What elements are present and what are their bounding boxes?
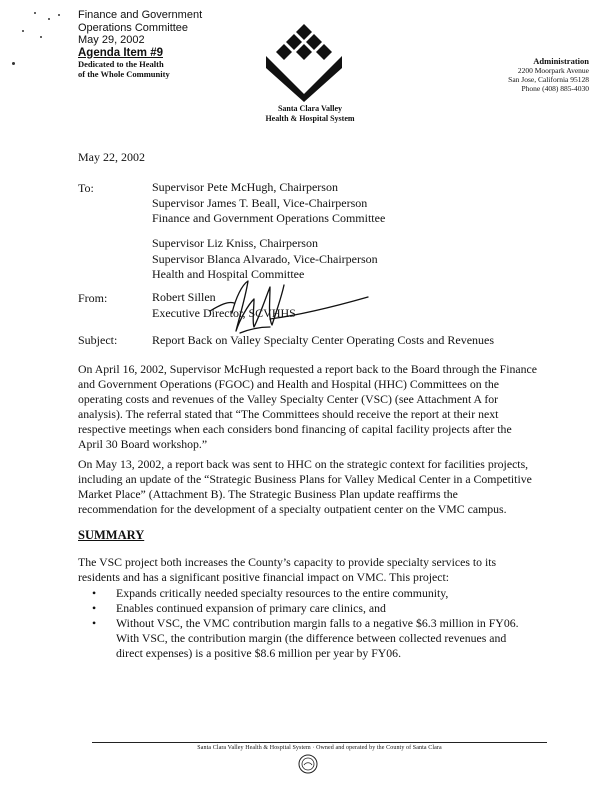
from-label: From: [78, 291, 108, 305]
paragraph-report-back [78, 457, 558, 517]
paragraph-line: residents and has a significant positive financial impact on VMC. This project: [78, 570, 450, 584]
paragraph-line: On April 16, 2002, Supervisor McHugh requested a report back to the Board through the Finance [78, 362, 537, 376]
paragraph-line: operating costs and revenues of the Valley Specialty Center (VSC) (see Attachment A for [78, 392, 499, 406]
memo-date: May 22, 2002 [78, 150, 145, 164]
scan-speck [40, 36, 42, 38]
scan-speck [12, 62, 15, 65]
recipient-line: Health and Hospital Committee [152, 267, 305, 281]
footer-rule [92, 742, 547, 743]
footer-text: Santa Clara Valley Health & Hospital System · Owned and operated by the County of Santa Clara [197, 745, 442, 751]
recipient-line: Supervisor James T. Beall, Vice-Chairperson [152, 195, 368, 210]
paragraph-line: The VSC project both increases the County’s capacity to provide specialty services to its [78, 555, 497, 569]
recipient-line: Supervisor Blanca Alvarado, Vice-Chairperson [152, 251, 378, 266]
sender-name: Robert Sillen [152, 290, 216, 304]
summary-bullet-list [92, 586, 562, 631]
agenda-item: Agenda Item #9 [78, 46, 163, 59]
paragraph-line: On May 13, 2002, a report back was sent to HHC on the strategic context for facilities projects, [78, 457, 529, 471]
paragraph-line: April 30 Board workshop.” [78, 437, 208, 451]
summary-heading: SUMMARY [78, 528, 145, 542]
sender-title: Executive Director, SCVHHS [152, 305, 296, 320]
committee-line-1: Finance and Government [78, 9, 203, 21]
admin-phone: Phone (408) 885-4030 [521, 84, 589, 93]
paragraph-line: including an update of the “Strategic Business Plans for Valley Medical Center in a Competitive [78, 472, 532, 486]
subject-text: Report Back on Valley Specialty Center Operating Costs and Revenues [152, 333, 495, 347]
org-name-line-2: Health & Hospital System [265, 113, 355, 123]
paragraph-line: direct expenses) is a positive $8.6 million per year by FY06. [116, 646, 402, 660]
to-recipients-fgoc [152, 180, 385, 227]
paragraph-referral [78, 362, 558, 452]
recipient-line: Supervisor Pete McHugh, Chairperson [152, 180, 338, 194]
paragraph-line: and Government Operations (FGOC) and Health and Hospital (HHC) Committees on the [78, 377, 500, 391]
administration-address [508, 56, 589, 93]
admin-title: Administration [533, 56, 589, 66]
bullet-item: • Without VSC, the VMC contribution margin falls to a negative $6.3 million in FY06. [92, 616, 562, 631]
paragraph-summary [78, 555, 558, 585]
scan-speck [48, 18, 50, 20]
admin-address-2: San Jose, California 95128 [508, 75, 589, 84]
dedication-line-1: Dedicated to the Health [78, 59, 164, 69]
recipient-line: Finance and Government Operations Committee [152, 211, 386, 225]
diamond-cluster-logo [264, 22, 344, 102]
scan-speck [34, 12, 36, 14]
dedication-line-2: of the Whole Community [78, 69, 170, 79]
paragraph-line: respective meetings when each considers bond financing of capital facility projects after the [78, 422, 512, 436]
bullet-item: • Expands critically needed specialty resources to the entire community, [92, 586, 562, 601]
recipient-line: Supervisor Liz Kniss, Chairperson [152, 236, 318, 250]
bullet-item: • Enables continued expansion of primary care clinics, and [92, 601, 562, 616]
paragraph-line: analysis). The referral stated that “The Committees should receive the report at their next [78, 407, 499, 421]
org-name-line-1: Santa Clara Valley [277, 104, 342, 113]
subject-label: Subject: [78, 333, 118, 347]
scan-speck [22, 30, 24, 32]
bullet-continuation [116, 631, 566, 661]
to-label: To: [78, 181, 94, 195]
organization-name [240, 104, 380, 123]
meeting-date: May 29, 2002 [78, 34, 145, 46]
scan-speck [58, 14, 60, 16]
admin-address-1: 2200 Moorpark Avenue [517, 66, 589, 75]
paragraph-line: recommendation for the development of a specialty outpatient center on the VMC campus. [78, 502, 507, 516]
paragraph-line: Market Place” (Attachment B). The Strategic Business Plan update reaffirms the [78, 487, 458, 501]
agenda-header [78, 9, 202, 79]
paragraph-line: With VSC, the contribution margin (the difference between collected revenues and [116, 631, 507, 645]
county-seal-icon [298, 754, 318, 774]
committee-line-2: Operations Committee [78, 21, 189, 34]
